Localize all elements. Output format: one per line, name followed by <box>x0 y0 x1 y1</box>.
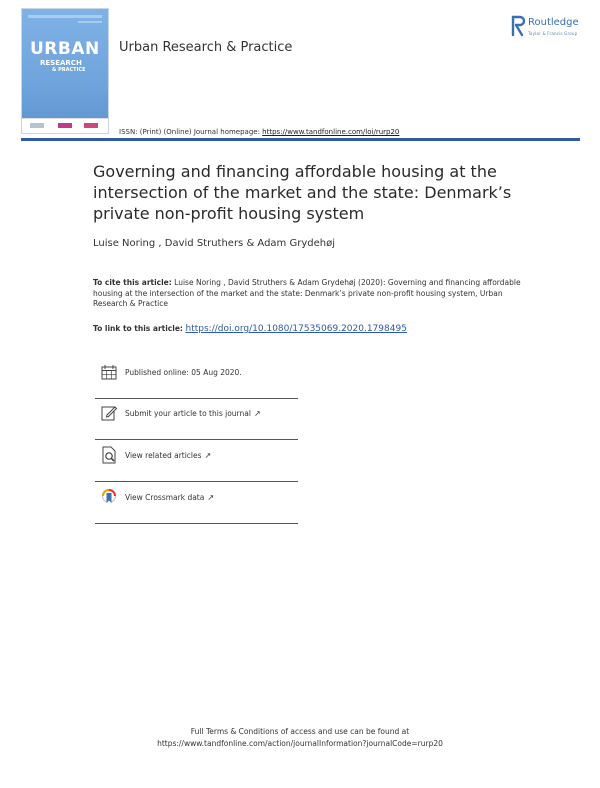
crossmark-label: View Crossmark data <box>125 493 205 502</box>
footer-terms-text: Full Terms & Conditions of access and use can be found at <box>190 727 410 736</box>
issn-line <box>119 128 399 136</box>
cover-word-research: RESEARCH <box>40 59 82 67</box>
publisher-tagline: Taylor & Francis Group <box>528 31 578 36</box>
header-divider <box>21 138 580 141</box>
article-link-line <box>93 324 407 334</box>
external-link-icon: ↗ <box>204 451 212 460</box>
submit-article-label: Submit your article to this journal <box>125 409 251 418</box>
submit-article-row[interactable] <box>95 402 298 440</box>
citation-text: Luise Noring , David Struthers & Adam Grydehøj (2020): Governing and financing affordable housing at the intersection of the market and the state: Denmark’s private non-profit housing system, Urban Research & Practice <box>93 278 521 308</box>
article-title: Governing and financing affordable housing at the intersection of the market and the state: Denmark’s private non-profit housing system <box>93 162 512 223</box>
issn-text: ISSN: (Print) (Online) Journal homepage: <box>119 128 263 136</box>
cover-word-practice: & PRACTICE <box>52 67 86 73</box>
cover-footer <box>22 118 108 133</box>
submit-article-link[interactable] <box>125 409 261 418</box>
crossmark-row[interactable] <box>95 486 298 524</box>
edit-icon <box>100 404 118 422</box>
published-online-text: Published online: 05 Aug 2020. <box>125 368 242 377</box>
related-articles-row[interactable] <box>95 444 298 482</box>
related-articles-label: View related articles <box>125 451 202 460</box>
cover-decoration <box>28 15 102 18</box>
citation-label: To cite this article: <box>93 278 172 287</box>
published-online-row <box>95 361 298 399</box>
journal-homepage-link[interactable]: https://www.tandfonline.com/loi/rurp20 <box>262 128 400 136</box>
search-document-icon <box>100 446 118 464</box>
publisher-name: Routledge <box>528 17 579 28</box>
doi-link[interactable]: https://doi.org/10.1080/17535069.2020.1798495 <box>185 324 407 334</box>
journal-title: Urban Research & Practice <box>119 40 293 55</box>
external-link-icon: ↗ <box>207 493 215 502</box>
journal-cover <box>21 8 109 134</box>
crossmark-icon <box>100 488 118 506</box>
footer-terms-link[interactable]: https://www.tandfonline.com/action/journalInformation?journalCode=rurp20 <box>157 739 443 748</box>
article-authors: Luise Noring , David Struthers & Adam Grydehøj <box>93 238 335 249</box>
citation-block <box>93 278 523 310</box>
routledge-logo-icon <box>511 15 525 37</box>
external-link-icon: ↗ <box>253 409 261 418</box>
cover-decoration <box>78 21 102 23</box>
crossmark-link[interactable] <box>125 493 214 502</box>
calendar-icon <box>100 363 118 381</box>
article-link-label: To link to this article: <box>93 324 186 333</box>
related-articles-link[interactable] <box>125 451 211 460</box>
cover-word-urban: URBAN <box>30 39 100 59</box>
